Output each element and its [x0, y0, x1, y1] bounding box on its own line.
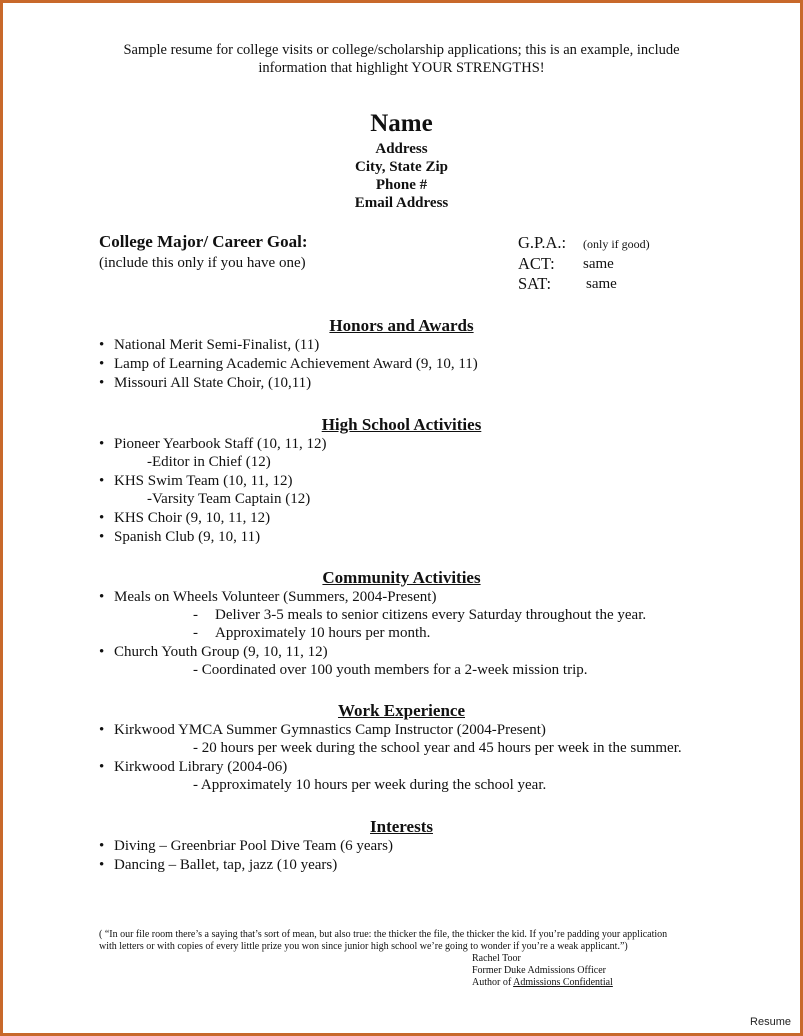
quote-line-1: ( “In our file room there’s a saying that’s sort of mean, but also true: the thicker the file, the thicker the kid. If you’re padding your application — [99, 929, 668, 940]
bullet-icon: • — [99, 436, 105, 452]
bullet-icon: • — [99, 644, 105, 660]
list-subitem: - 20 hours per week during the school year and 45 hours per week in the summer. — [193, 740, 682, 756]
list-subitem: -Varsity Team Captain (12) — [147, 491, 311, 507]
list-item: National Merit Semi-Finalist, (11) — [114, 337, 320, 353]
section-title-work: Work Experience — [337, 701, 465, 720]
list-item: Lamp of Learning Academic Achievement Award (9, 10, 11) — [114, 356, 478, 372]
intro-line-2: information that highlight YOUR STRENGTHS! — [258, 60, 545, 76]
bullet-icon: • — [99, 838, 105, 854]
city-state-zip: City, State Zip — [355, 159, 448, 175]
bullet-icon: • — [99, 337, 105, 353]
bullet-icon: • — [99, 473, 105, 489]
gpa-label: G.P.A.: — [518, 233, 567, 252]
list-item: Dancing – Ballet, tap, jazz (10 years) — [114, 857, 338, 873]
list-subitem: Deliver 3-5 meals to senior citizens every Saturday throughout the year. — [215, 607, 647, 623]
address: Address — [375, 141, 428, 157]
bullet-icon: • — [99, 510, 105, 526]
quote-line-2: with letters or with copies of every little prize you won since junior high school we’re going to wonder if you’re a weak applicant.”) — [99, 941, 628, 952]
bullet-icon: • — [99, 529, 105, 545]
email: Email Address — [354, 195, 449, 211]
list-subitem: - Coordinated over 100 youth members for a 2-week mission trip. — [193, 662, 588, 678]
bullet-icon: • — [99, 857, 105, 873]
list-item: Diving – Greenbriar Pool Dive Team (6 years) — [114, 838, 394, 854]
list-item: Kirkwood YMCA Summer Gymnastics Camp Instructor (2004-Present) — [114, 722, 546, 738]
bullet-icon: • — [99, 759, 105, 775]
list-item: Missouri All State Choir, (10,11) — [114, 375, 312, 391]
act-label: ACT: — [518, 254, 555, 273]
list-item: Church Youth Group (9, 10, 11, 12) — [114, 644, 328, 660]
list-item: KHS Swim Team (10, 11, 12) — [114, 473, 293, 489]
bullet-icon: • — [99, 375, 105, 391]
list-subitem: -Editor in Chief (12) — [147, 454, 271, 470]
book-title: Admissions Confidential — [513, 977, 613, 988]
quote-author-role: Former Duke Admissions Officer — [472, 965, 606, 976]
bullet-icon: • — [99, 356, 105, 372]
phone: Phone # — [375, 177, 428, 193]
bullet-icon: • — [99, 722, 105, 738]
book-prefix: Author of — [472, 977, 514, 988]
section-title-honors: Honors and Awards — [329, 316, 474, 335]
act-value: same — [583, 256, 614, 272]
gpa-value: (only if good) — [583, 237, 650, 251]
list-subitem: - Approximately 10 hours per week during the school year. — [193, 777, 547, 793]
section-title-activities: High School Activities — [321, 415, 482, 434]
list-subitem: Approximately 10 hours per month. — [215, 625, 431, 641]
footer-label: Resume — [750, 1016, 791, 1028]
list-item: Meals on Wheels Volunteer (Summers, 2004-Present) — [114, 589, 437, 605]
bullet-icon: • — [99, 589, 105, 605]
list-item: Spanish Club (9, 10, 11) — [114, 529, 261, 545]
intro-line-1: Sample resume for college visits or college/scholarship applications; this is an example, include — [123, 42, 680, 58]
list-item: KHS Choir (9, 10, 11, 12) — [114, 510, 271, 526]
career-goal-note: (include this only if you have one) — [99, 255, 306, 271]
section-title-community: Community Activities — [322, 568, 481, 587]
dash-icon: - — [193, 607, 198, 623]
resume-name: Name — [370, 110, 433, 137]
quote-author-book — [472, 977, 613, 989]
list-item: Kirkwood Library (2004-06) — [114, 759, 288, 775]
quote-author: Rachel Toor — [472, 953, 521, 964]
list-item: Pioneer Yearbook Staff (10, 11, 12) — [114, 436, 327, 452]
sat-label: SAT: — [518, 274, 552, 293]
career-goal-title: College Major/ Career Goal: — [99, 232, 308, 251]
sat-value: same — [586, 276, 617, 292]
section-title-interests: Interests — [370, 817, 433, 836]
dash-icon: - — [193, 625, 198, 641]
